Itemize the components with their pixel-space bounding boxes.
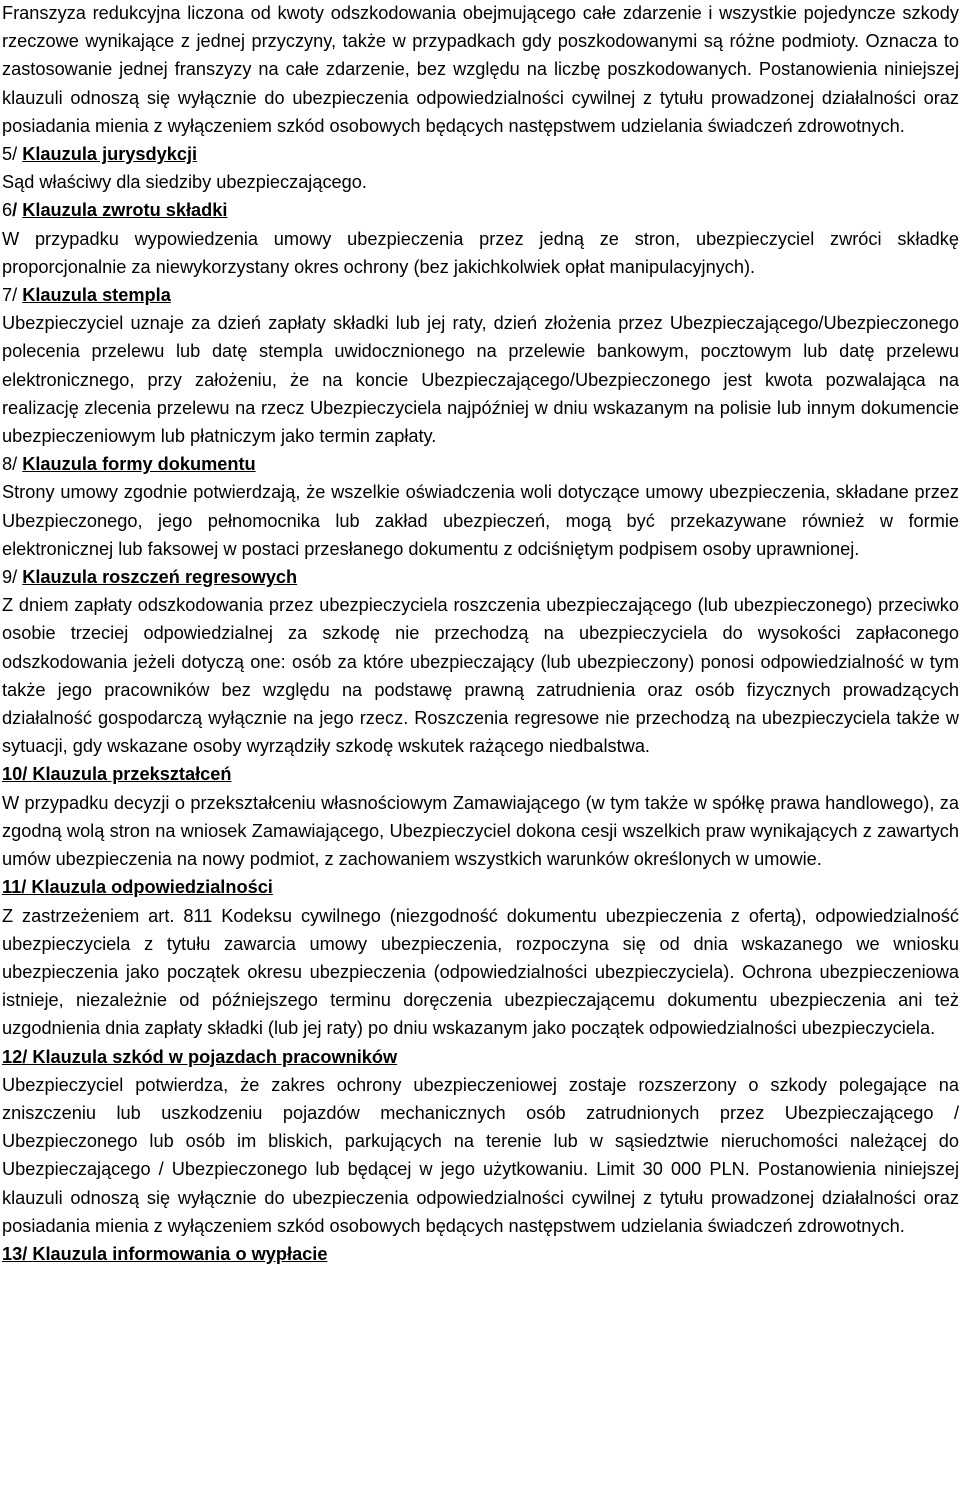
clause-9-text: Z dniem zapłaty odszkodowania przez ubezpieczyciela roszczenia ubezpieczającego (lub ubezpieczonego) przeciwko osobie trzeciej odpowiedzialnej za szkodę nie przechodzą na ubezpieczyciela do wysokości zapłaconego odszkodowania jeżeli dotyczą one: osób za które ubezpieczający (lub ubezpieczony) ponosi odpowiedzialność w tym także jego pracowników bez względu na podstawę prawną zatrudnienia oraz osób fizycznych prowadzących działalność gospodarczą wyłącznie na jego rzecz. Roszczenia regresowe nie przechodzą na ubezpieczyciela także w sytuacji, gdy wskazane osoby wyrządziły szkodę wskutek rażącego niedbalstwa. <box>2 595 959 757</box>
clause-title: Klauzula zwrotu składki <box>22 200 228 221</box>
clause-5-text: Sąd właściwy dla siedziby ubezpieczającego. <box>2 172 367 193</box>
clause-title: Klauzula szkód w pojazdach pracowników <box>32 1046 398 1067</box>
clause-number: 6 <box>2 200 13 221</box>
clause-8-heading <box>2 450 959 478</box>
clause-9-heading <box>2 563 959 591</box>
clause-title: Klauzula formy dokumentu <box>22 454 256 475</box>
clause-12-heading <box>2 1043 959 1071</box>
clause-number: 7/ <box>2 285 18 306</box>
clause-number: 11/ <box>2 877 27 898</box>
clause-number: 8/ <box>2 454 18 475</box>
clause-6-text: W przypadku wypowiedzenia umowy ubezpieczenia przez jedną ze stron, ubezpieczyciel zwróci składkę proporcjonalnie za niewykorzystany okres ochrony (bez jakichkolwiek opłat manipulacyjnych). <box>2 228 959 277</box>
clause-5-heading <box>2 140 959 168</box>
clause-10-text: W przypadku decyzji o przekształceniu własnościowym Zamawiającego (w tym także w spółkę prawa handlowego), za zgodną wolą stron na wniosek Zamawiającego, Ubezpieczyciel dokona cesji wszelkich praw wynikających z zawartych umów ubezpieczenia na nowy podmiot, z zachowaniem wszystkich warunków określonych w umowie. <box>2 792 959 870</box>
clause-13-heading <box>2 1240 959 1268</box>
clause-12-text: Ubezpieczyciel potwierdza, że zakres ochrony ubezpieczeniowej zostaje rozszerzony o szkody polegające na zniszczeniu lub uszkodzeniu pojazdów mechanicznych osób zatrudnionych przez Ubezpieczającego / Ubezpieczonego lub osób im bliskich, parkujących na terenie lub w sąsiedztwie nieruchomości należącej do Ubezpieczającego / Ubezpieczonego lub będącej w jego użytkowaniu. Limit 30 000 PLN. Postanowienia niniejszej klauzuli odnoszą się wyłącznie do ubezpieczenia odpowiedzialności cywilnej z tytułu prowadzonej działalności oraz posiadania mienia z wyłączeniem szkód osobowych będących następstwem udzielania świadczeń zdrowotnych. <box>2 1074 959 1236</box>
clause-number: 13/ <box>2 1243 28 1264</box>
clause-number: 5/ <box>2 144 18 165</box>
clause-number-slash: / <box>12 200 18 221</box>
clause-number: 9/ <box>2 567 18 588</box>
clause-11-text: Z zastrzeżeniem art. 811 Kodeksu cywilnego (niezgodność dokumentu ubezpieczenia z ofertą), odpowiedzialność ubezpieczyciela z tytułu zawarcia umowy ubezpieczenia, rozpoczyna się od dnia wskazanego we wniosku ubezpieczenia jako początek okresu ubezpieczenia (odpowiedzialności ubezpieczyciela). Ochrona ubezpieczeniowa istnieje, niezależnie od późniejszego terminu doręczenia ubezpieczającemu dokumentu ubezpieczenia ani też uzgodnienia dnia zapłaty składki (lub jej raty) po dniu wskazanym jako początek odpowiedzialności ubezpieczyciela. <box>2 905 959 1039</box>
clause-title: Klauzula przekształceń <box>32 764 232 785</box>
clause-6-heading <box>2 196 959 224</box>
clause-title: Klauzula odpowiedzialności <box>31 877 273 898</box>
clause-11-heading <box>2 873 959 901</box>
clause-title: Klauzula stempla <box>22 285 171 306</box>
clause-7-heading <box>2 281 959 309</box>
clause-title: Klauzula jurysdykcji <box>22 144 198 165</box>
clause-8-text: Strony umowy zgodnie potwierdzają, że wszelkie oświadczenia woli dotyczące umowy ubezpieczenia, składane przez Ubezpieczonego, jego pełnomocnika lub zakład ubezpieczeń, mogą być przekazywane również w formie elektronicznej lub faksowej w postaci przesłanego dokumentu z odciśniętym podpisem osoby uprawnionej. <box>2 482 959 559</box>
clause-number: 12/ <box>2 1046 28 1067</box>
clause-7-text: Ubezpieczyciel uznaje za dzień zapłaty składki lub jej raty, dzień złożenia przez Ubezpieczającego/Ubezpieczonego polecenia przelewu lub datę stempla uwidocznionego na przelewie bankowym, pocztowym lub datę przelewu elektronicznego, przy założeniu, że na koncie Ubezpieczającego/Ubezpieczonego jest kwota pozwalająca na realizację zlecenia przelewu na rzecz Ubezpieczyciela najpóźniej w dniu wskazanym na polisie lub innym dokumencie ubezpieczeniowym lub płatniczym jako termin zapłaty. <box>2 313 959 447</box>
clause-title: Klauzula roszczeń regresowych <box>22 567 298 588</box>
clause-title: Klauzula informowania o wypłacie <box>32 1243 328 1264</box>
clause-number: 10/ <box>2 764 28 785</box>
intro-paragraph: Franszyza redukcyjna liczona od kwoty odszkodowania obejmującego całe zdarzenie i wszystkie pojedyncze szkody rzeczowe wynikające z jednej przyczyny, także w przypadkach gdy poszkodowanymi są różne podmioty. Oznacza to zastosowanie jednej franszyzy na całe zdarzenie, bez względu na liczbę poszkodowanych. Postanowienia niniejszej klauzuli odnoszą się wyłącznie do ubezpieczenia odpowiedzialności cywilnej z tytułu prowadzonej działalności oraz posiadania mienia z wyłączeniem szkód osobowych będących następstwem udzielania świadczeń zdrowotnych. <box>2 3 959 136</box>
clause-10-heading <box>2 760 959 788</box>
